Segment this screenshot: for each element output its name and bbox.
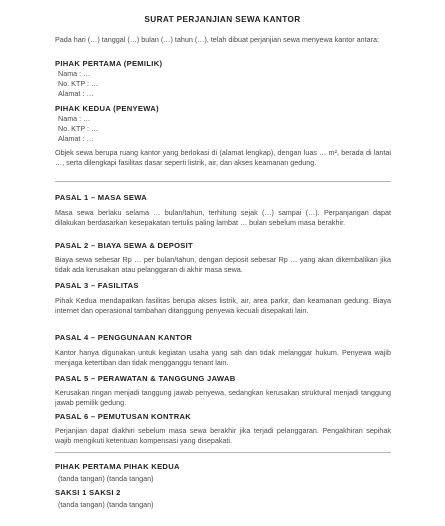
party-two-name: Nama : … [58,114,91,123]
signature-parties-line: (tanda tangan) (tanda tangan) [58,474,154,483]
divider-line [55,452,391,453]
signature-witness-heading: SAKSI 1 SAKSI 2 [55,488,121,497]
article-1-text: Masa sewa berlaku selama … bulan/tahun, terhitung sejak (…) sampai (…). Perpanjangan dapat dilakukan berdasarkan kesepakatan tertulis paling lambat … bulan sebelum masa berakhir. [55,208,391,228]
article-6-heading: PASAL 6 – PEMUTUSAN KONTRAK [55,412,192,421]
article-6-text: Perjanjian dapat diakhiri sebelum masa sewa berakhir jika terjadi pelanggaran. Pengakhiran sepihak wajib mengikuti ketentuan kompensasi yang disepakati. [55,426,391,446]
article-4-heading: PASAL 4 – PENGGUNAAN KANTOR [55,333,193,342]
article-5-heading: PASAL 5 – PERAWATAN & TANGGUNG JAWAB [55,374,236,383]
party-one-address: Alamat : … [58,89,94,98]
party-two-ktp: No. KTP : … [58,124,99,133]
party-one-heading: PIHAK PERTAMA (PEMILIK) [55,59,163,68]
divider-line [55,181,391,182]
party-one-name: Nama : … [58,69,91,78]
object-paragraph: Objek sewa berupa ruang kantor yang berlokasi di (alamat lengkap), dengan luas … m², berada di lantai …, serta dilengkapi fasilitas dasar seperti listrik, air, dan akses keamanan gedung. [55,148,391,168]
article-3-heading: PASAL 3 – FASILITAS [55,281,139,290]
signature-witness-line: (tanda tangan) (tanda tangan) [58,500,154,509]
party-one-ktp: No. KTP : … [58,79,99,88]
article-5-text: Kerusakan ringan menjadi tanggung jawab penyewa, sedangkan kerusakan struktural menjadi tanggung jawab pemilik gedung. [55,388,391,408]
signature-parties-heading: PIHAK PERTAMA PIHAK KEDUA [55,462,180,471]
article-2-text: Biaya sewa sebesar Rp … per bulan/tahun, dengan deposit sebesar Rp … yang akan dikembalikan jika tidak ada kerusakan atau pelanggaran di akhir masa sewa. [55,255,391,275]
article-2-heading: PASAL 2 – BIAYA SEWA & DEPOSIT [55,241,193,250]
article-1-heading: PASAL 1 – MASA SEWA [55,193,148,202]
document-title: SURAT PERJANJIAN SEWA KANTOR [144,15,301,24]
party-two-heading: PIHAK KEDUA (PENYEWA) [55,104,159,113]
intro-paragraph: Pada hari (…) tanggal (…) bulan (…) tahun (…), telah dibuat perjanjian sewa menyewa kantor antara: [55,35,380,44]
article-3-text: Pihak Kedua mendapatkan fasilitas berupa akses listrik, air, area parkir, dan keamanan gedung. Biaya internet dan operasional tambahan ditanggung penyewa kecuali disepakati lain. [55,296,391,316]
article-4-text: Kantor hanya digunakan untuk kegiatan usaha yang sah dan tidak melanggar hukum. Penyewa wajib menjaga ketertiban dan tidak mengganggu tenant lain. [55,348,391,368]
party-two-address: Alamat : … [58,134,94,143]
